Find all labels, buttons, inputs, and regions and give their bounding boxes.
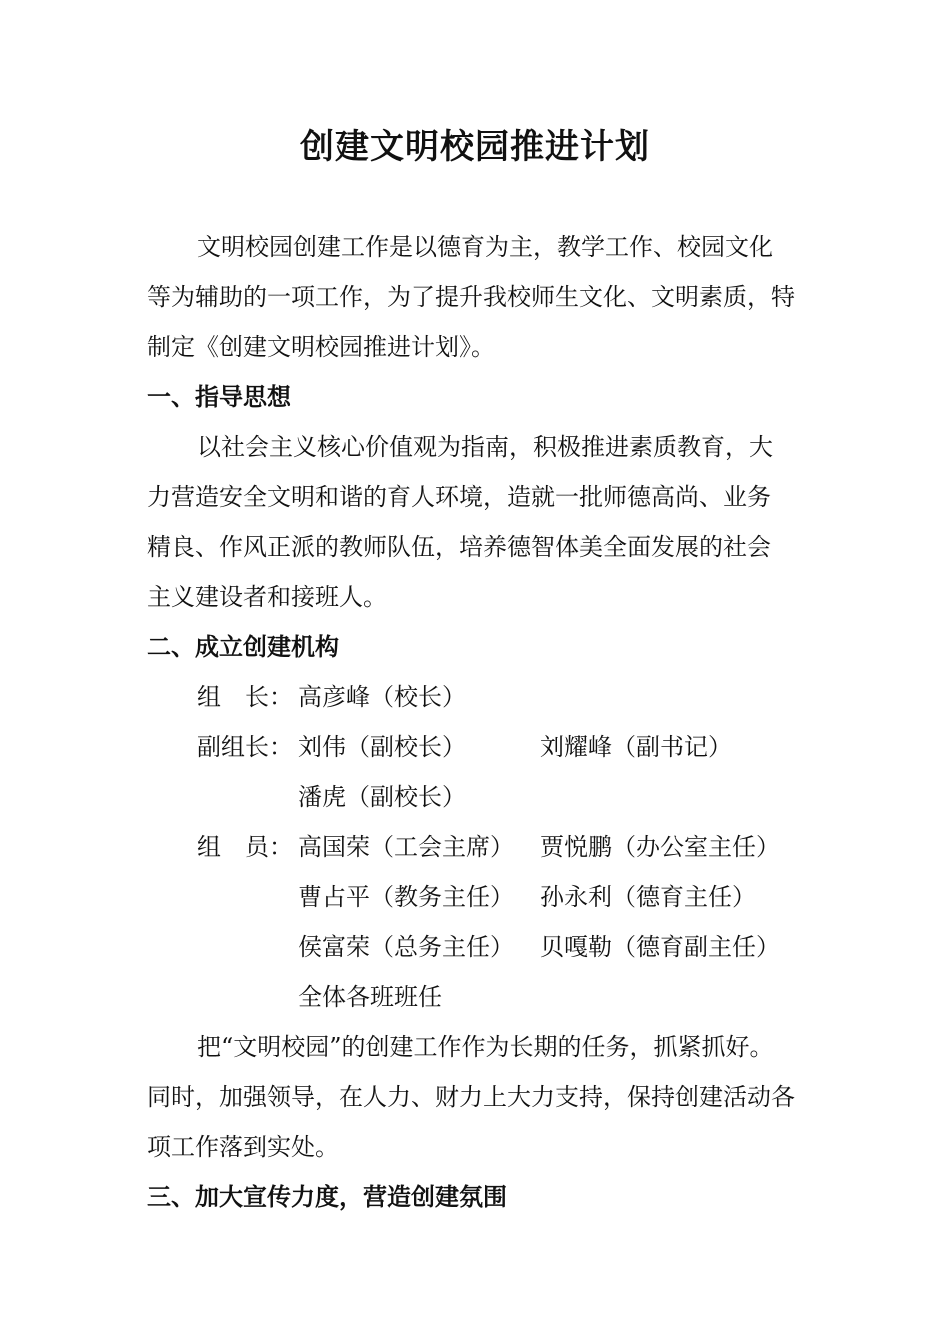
deputy-name-2: 刘耀峰（副书记） <box>540 733 732 761</box>
deputy-name-1: 刘伟（副校长） <box>298 733 466 761</box>
intro-line-1: 文明校园创建工作是以德育为主，教学工作、校园文化 <box>197 233 773 261</box>
intro-line-2: 等为辅助的一项工作，为了提升我校师生文化、文明素质，特 <box>147 283 795 311</box>
member-name-1: 高国荣（工会主席） <box>298 833 514 861</box>
leader-name: 高彦峰（校长） <box>298 683 466 711</box>
section2-closing-line-2: 同时，加强领导，在人力、财力上大力支持，保持创建活动各 <box>147 1083 795 1111</box>
section2-closing-line-3: 项工作落到实处。 <box>147 1133 339 1161</box>
member-role-label: 组 员： <box>197 833 293 861</box>
section1-line-2: 力营造安全文明和谐的育人环境，造就一批师德高尚、业务 <box>147 483 771 511</box>
intro-line-3: 制定《创建文明校园推进计划》。 <box>147 333 495 361</box>
member-name-7: 全体各班班任 <box>298 983 442 1011</box>
member-name-3: 曹占平（教务主任） <box>298 883 514 911</box>
leader-role-label: 组 长： <box>197 683 293 711</box>
section2-closing-line-1: 把“文明校园”的创建工作作为长期的任务，抓紧抓好。 <box>197 1033 774 1061</box>
member-name-2: 贾悦鹏（办公室主任） <box>540 833 780 861</box>
section1-line-1: 以社会主义核心价值观为指南，积极推进素质教育，大 <box>197 433 773 461</box>
section1-line-4: 主义建设者和接班人。 <box>147 583 387 611</box>
section-heading-guiding-ideology: 一、指导思想 <box>147 382 291 411</box>
member-name-4: 孙永利（德育主任） <box>540 883 756 911</box>
deputy-name-3: 潘虎（副校长） <box>298 783 466 811</box>
member-name-5: 侯富荣（总务主任） <box>298 933 514 961</box>
section-heading-publicity: 三、加大宣传力度，营造创建氛围 <box>147 1182 507 1211</box>
deputy-role-label: 副组长： <box>197 733 293 761</box>
section-heading-organization: 二、成立创建机构 <box>147 632 339 661</box>
document-title: 创建文明校园推进计划 <box>300 127 650 167</box>
member-name-6: 贝嘎勒（德育副主任） <box>540 933 780 961</box>
section1-line-3: 精良、作风正派的教师队伍，培养德智体美全面发展的社会 <box>147 533 771 561</box>
